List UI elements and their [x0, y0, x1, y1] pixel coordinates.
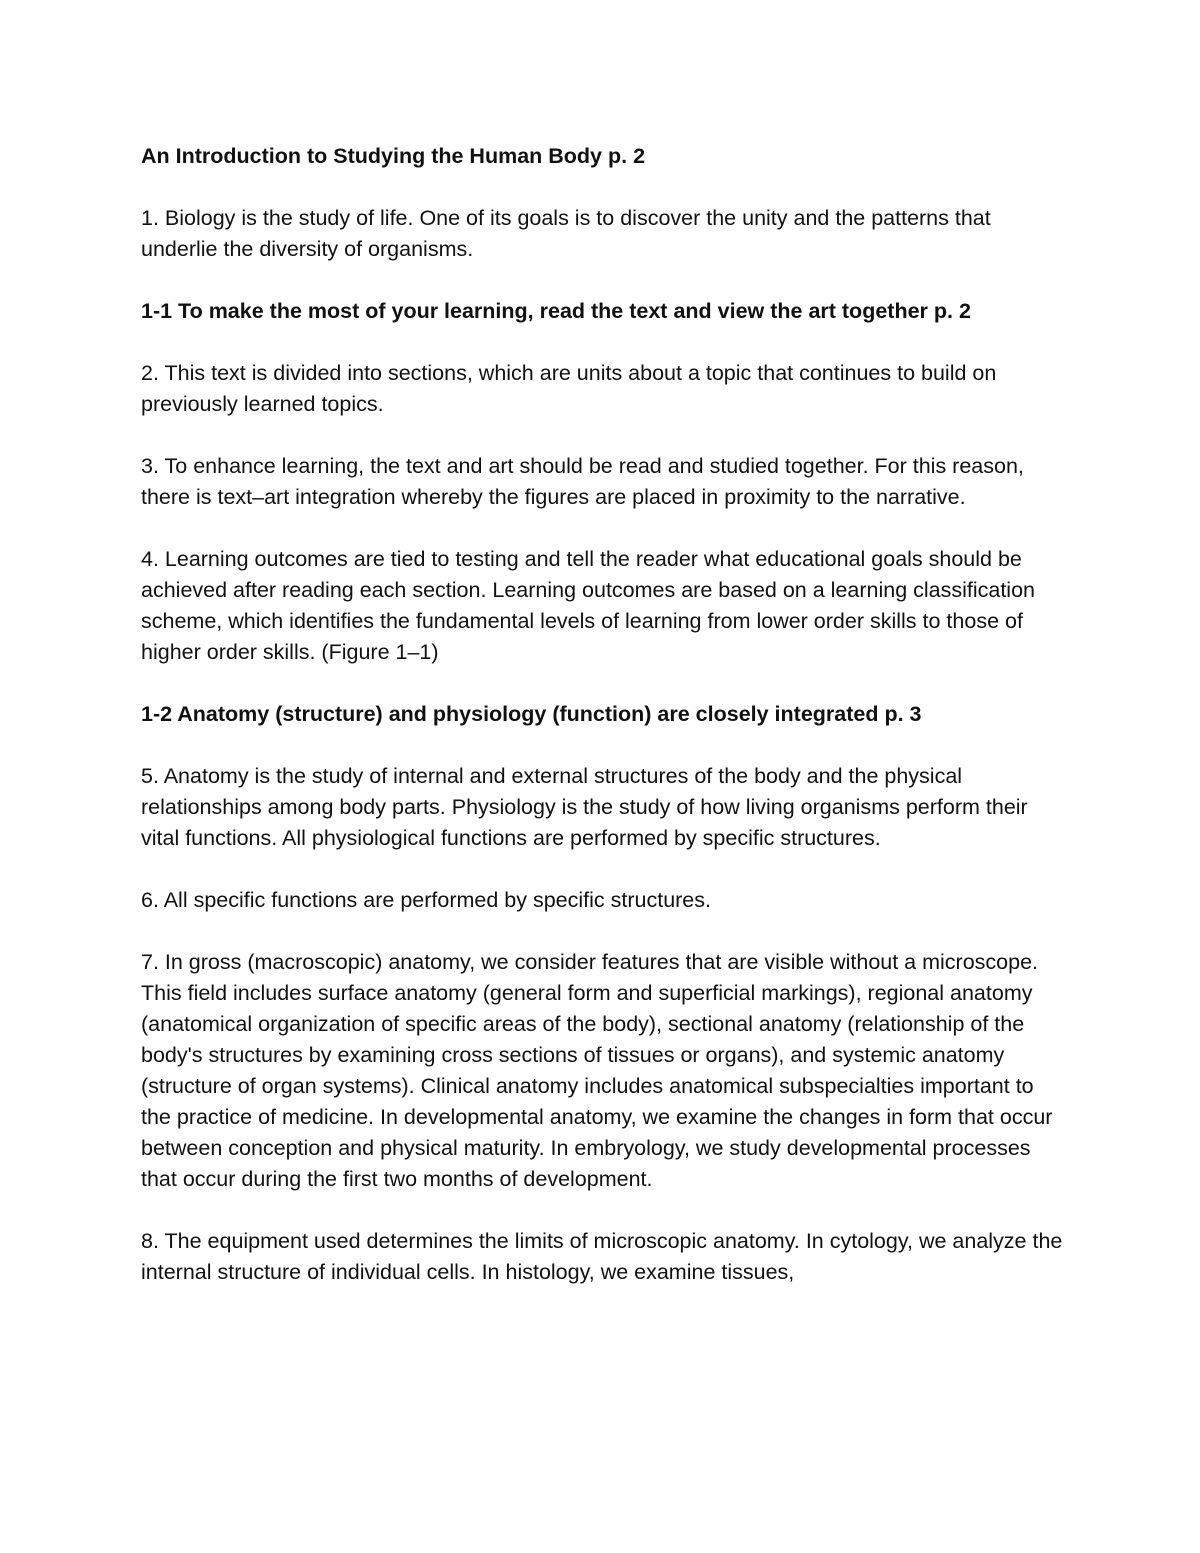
document-title: An Introduction to Studying the Human Body p. 2 — [141, 144, 646, 168]
paragraph-3: 3. To enhance learning, the text and art should be read and studied together. For this reason, there is text–art integration whereby the figures are placed in proximity to the narrative. — [141, 454, 1024, 509]
section-heading-1-2: 1-2 Anatomy (structure) and physiology (function) are closely integrated p. 3 — [141, 702, 922, 726]
paragraph-6: 6. All specific functions are performed by specific structures. — [141, 888, 711, 912]
paragraph-4: 4. Learning outcomes are tied to testing and tell the reader what educational goals should be achieved after reading each section. Learning outcomes are based on a learning classification scheme, which identifies the fundamental levels of learning from lower order skills to those of higher order skills. (Figure 1–1) — [141, 547, 1036, 664]
section-heading-1-1: 1-1 To make the most of your learning, read the text and view the art together p. 2 — [141, 299, 971, 323]
paragraph-8: 8. The equipment used determines the limits of microscopic anatomy. In cytology, we analyze the internal structure of individual cells. In histology, we examine tissues, — [141, 1229, 1063, 1284]
paragraph-5: 5. Anatomy is the study of internal and external structures of the body and the physical relationships among body parts. Physiology is the study of how living organisms perform their vital functions. All physiological functions are performed by specific structures. — [141, 764, 1028, 850]
paragraph-7: 7. In gross (macroscopic) anatomy, we consider features that are visible without a microscope. This field includes surface anatomy (general form and superficial markings), regional anatomy (anatomical organization of specific areas of the body), sectional anatomy (relationship of the body's structures by examining cross sections of tissues or organs), and systemic anatomy (structure of organ systems). Clinical anatomy includes anatomical subspecialties important to the practice of medicine. In developmental anatomy, we examine the changes in form that occur between conception and physical maturity. In embryology, we study developmental processes that occur during the first two months of development. — [141, 950, 1053, 1191]
paragraph-2: 2. This text is divided into sections, which are units about a topic that continues to build on previously learned topics. — [141, 361, 997, 416]
paragraph-1: 1. Biology is the study of life. One of its goals is to discover the unity and the patterns that underlie the diversity of organisms. — [141, 206, 991, 261]
document-body — [141, 141, 1066, 1319]
